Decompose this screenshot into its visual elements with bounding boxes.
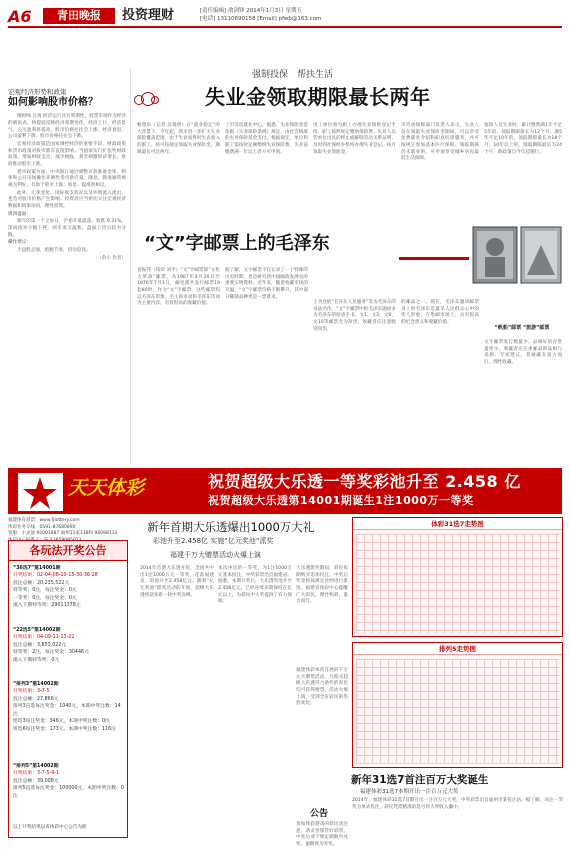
stamp-article-col-2: 据了解，文字邮票不仅记录了一个特殊的历史时期，也是研究新中国邮政发展史的重要实物资料。近年来，随着收藏市场的升温，“文”字邮票价格不断攀升，其中部分稀缺品种更是一票难求。	[225, 268, 308, 300]
stamp-headline: “文”字邮票上的毛泽东	[144, 233, 330, 254]
lottery-banner-title: 祝贺超级大乐透一等奖彩池升至 2.458 亿	[208, 472, 521, 491]
notice-title: 公告	[310, 809, 329, 819]
main-article-col-2: 了市劳动就业中心。据悉，失业保险金是依据《失业保险条例》规定，由社会统筹的失业保险基金支付。根据规定，单位和职工需按时足额缴纳失业保险费，失业前缴费满一年以上者方可申领。	[225, 123, 308, 155]
lottery-news-col-4: 福建体彩本次开展的千万元大赠票活动，凡购买超级大乐透符合条件的彩民均可获得赠票，活动火爆上演，受到全省彩民的热烈欢迎。	[296, 668, 348, 707]
draw-line: 排列3直选每注奖金：1040元，本期中奖注数：14注	[13, 704, 121, 717]
announcement-title: 各玩法开奖公告	[9, 541, 127, 561]
main-kicker: 强制投保 帮扶生活	[252, 70, 334, 80]
draw-line: 投注总额：20,235,522元	[13, 580, 70, 586]
chart-grid	[356, 659, 559, 764]
draw-line: 滚入下期特等奖：29011378元	[13, 603, 81, 609]
masthead-logo: 青田晚报	[43, 8, 115, 24]
paragraph: 新年的第一个交易日，沪指开低震荡，收跌 0.31%，深成指亦小幅下挫。两市成交温和，盘面上热点较为分散。	[8, 219, 126, 238]
stamp-article-col-4: 的邮品之一。现在，毛泽东题词邮票身上的毛泽东是最早人民群众心中的伟人形象，在集邮市场上，具有很高的纪念意义和收藏价值。	[401, 300, 479, 325]
lottery-brand: 天天体彩	[68, 477, 145, 499]
lottery-news-col-3: 大乐透派奖期间，彩民每期购买追加投注，中奖后奖金将按规定比例进行派送。福建省体彩中心提醒广大彩民，理性购彩，量力而行。	[296, 566, 348, 605]
draw-line: 特等奖：0注，每注奖金：0元	[13, 588, 77, 594]
paragraph: 小盘股走强，把握节奏，切勿追高。	[17, 247, 91, 253]
news2-subhead: 福建体彩31选7本期开出一注百万元大奖	[360, 789, 459, 795]
draw-section-pl5	[13, 763, 125, 800]
main-article-col-4: 市劳动保障部门负责人表示，失业人员在领取失业保险金期间，可以享受免费职业介绍和职业培训服务，并可按规定参加基本医疗保险。领取期满仍未就业的，可申请享受城乡居民最低生活保障。	[401, 123, 479, 162]
draw-name: “36选7”第14001期	[13, 566, 61, 571]
left-article	[8, 88, 126, 466]
draw-line: 特等奖：2注，每注奖金：30446元	[13, 650, 89, 656]
draw-announcement	[8, 540, 128, 838]
chart-title: 排列5走势图	[353, 643, 562, 655]
info-line: 客服：小灵通 95001887 福州11家118和 96098133	[8, 531, 118, 537]
left-article-body	[8, 114, 126, 262]
draw-line: 投注总额：27,866元	[13, 696, 59, 702]
draw-name: “22选5”第14002期	[13, 628, 61, 633]
paragraph: 理财师 吕勇 经济运行具有周期性，股票市场作为经济的晴雨表，将提前反映经济周期变化。经济上行，经济景气，公司盈利将提高，股市价格往往会上涨；经济衰退，公司盈利下降，股市价格往往会下跌。	[8, 114, 126, 140]
draw-line: 投注总额：39,008元	[13, 778, 59, 784]
notice-body: 参加体彩游戏的彩民请注意，请妥善保管好彩票，中奖后请于规定期限内兑奖，逾期视为弃奖。	[296, 822, 348, 847]
announcement-footer: 以上开奖结果以省体彩中心公告为准	[13, 825, 87, 830]
section-title: 投资理财	[122, 8, 175, 23]
header-meta	[200, 7, 321, 23]
lottery-news-col-2: 本次中出的一等奖，为1注1000万元基本投注，中奖彩票出自福建省。据悉，本期开奖后，大乐透奖池升至2.458亿元，已经连续多期保持在亿元以上，为彩民中大奖提供了有力保障。	[218, 566, 292, 605]
stamp-article-col-1: 袁振邦（钱荣 刘平）“文”字邮票即“文化大革命”邮票，从1967年4月20日至1970年7月1日，邮电部共发行邮票19套80枚，作为“文”字邮票，这些邮票均以毛泽东形象、毛主席语录和毛泽东诗词为主要内容，有着很高的收藏价值。	[137, 268, 220, 307]
draw-name: “排列3”第14002期	[13, 682, 59, 687]
draw-section-22x5	[13, 627, 125, 664]
byline: （余小 作者）	[96, 255, 126, 261]
draw-line: 投注总额：3,853,022元	[13, 642, 67, 648]
lottery-news-col-1: 2014年首期大乐透开奖，全国共中出1注1000万元一等奖，花落福建省，彩池升至2.458亿元。随着“亿元奖池”派奖活动的开展，超级大乐透将迎来新一轮中奖高峰。	[140, 566, 214, 598]
paragraph: 此外，汇率变化、国际收支状况以及外资流入流出，也会对股市价格产生影响。投资者应当密切关注宏观经济数据和政策动向，理性投资。	[8, 190, 126, 209]
main-article-col-1: 畅想乐（记者 吴倩倩）在“就业稳定”的大背景下，今年起，我市进一步扩大失业保险覆盖范围，由于失业而暂时失去收入的职工，将可按规定领取失业保险金，期限最长可达两年。	[137, 123, 220, 155]
lottery-news-headline: 新年首期大乐透爆出1000万大礼	[147, 520, 315, 534]
draw-line: 开奖结果：3-7-5-9-1	[13, 771, 60, 777]
lottery-news-subhead-1: 彩池升至2.458亿 实施“亿元奖池”派奖	[153, 537, 274, 545]
column-divider	[130, 68, 131, 464]
stamp-illustration	[395, 223, 565, 287]
draw-name: “排列5”第14002期	[13, 764, 59, 769]
draw-line: 开奖结果：3-7-5	[13, 689, 50, 695]
draw-line: 开奖结果：04-09-11-13-22	[13, 635, 75, 641]
draw-section-pl3	[13, 681, 125, 733]
draw-line: 开奖结果：02-04-08-10-15-30-36 28	[13, 573, 98, 579]
left-article-kicker: 宏观经济形势和政策	[8, 88, 67, 96]
paragraph: 货币政策方面，中央银行通过调整存款准备金率、利率和公开市场操作来调控货币供应量。降息、降准通常被视为利好，有助于股市上涨；加息、提准则相反。	[8, 169, 126, 188]
lottery-news-subhead-2: 福建千万大赠票活动火爆上演	[170, 551, 261, 559]
paragraph: 宏观经济政策是国家调控经济的重要手段，财政政策和货币政策对股市都有直接影响。当国家实行扩张性财政政策，增加财政支出，减少税收，将会刺激经济增长，进而推动股市上涨。	[8, 142, 126, 168]
left-article-title: 如何影响股市价格？	[8, 97, 98, 109]
info-line: 福建体育彩票：www.fjlottery.com	[8, 518, 80, 523]
news2-body: 2014年，福建体彩31选7首期开出一注百万元大奖，中奖彩票出自福州市某投注站。据了解，该注一等奖为单式投注，彩民凭借精准的选号将大奖收入囊中。	[352, 798, 563, 810]
page-header	[8, 6, 562, 28]
main-article-col-3: 用工单位须为职工办理失业保险登记手续，职工按照规定缴纳保险费。失业人员凭单位出具的终止或解除劳动关系证明，及时到社保经办机构办理失业登记，按月领取失业保险金。	[313, 123, 396, 155]
lottery-banner	[8, 468, 562, 514]
stamp-article-col-5: 文字邮票发行数量少、品相好的存世量更少，收藏者应注重邮品的品相与来源。专家建议，普通藏友量力而行，理性收藏。	[484, 340, 562, 365]
draw-section-36x7	[13, 565, 125, 610]
photo-caption: “帆船”邮票 “旅游”邮票	[494, 325, 550, 331]
main-headline: 失业金领取期限最长两年	[205, 85, 431, 109]
lottery-logo-icon	[18, 473, 63, 511]
paragraph: 周四盘面：	[8, 211, 31, 217]
lottery-banner-subtitle: 祝贺超级大乐透第14001期诞生1注1000万一等奖	[208, 494, 474, 507]
paragraph: 操作建议：	[8, 240, 31, 246]
main-article-col-5: 参保人员失业时，累计缴费满1年不足5年的，领取期限最长为12个月；满5年不足10年的，领取期限最长为18个月；10年以上的，领取期限最长为24个月，新政策自今年起施行。	[484, 123, 562, 155]
draw-line: 滚入下期特等奖：0元	[13, 657, 60, 663]
contact-line: [电话] 13110690158 [Email] pfwb@163.com	[200, 16, 322, 22]
trend-chart-31x7	[352, 517, 563, 637]
draw-line: 组选3每注奖金：346元，本期中奖注数：0注	[13, 719, 110, 725]
editor-line: [责任编辑] 俞剑锋 2014年1月3日 星期五	[200, 8, 303, 14]
draw-line: 组选6每注奖金：173元，本期中奖注数：116注	[13, 726, 116, 732]
trend-chart-pl5	[352, 642, 563, 768]
stamp-article-col-3: 上刊登的“毛泽东人民服务”等为毛泽东的书法名作。“文”字邮票中的毛泽东题词多为毛泽东的原迹手书。文1、文2、文6、文10等邮票尤为珍贵，收藏者应注意甄别真伪。	[313, 300, 396, 332]
draw-line: 排列5直选每注奖金：100000元，本期中奖注数：0注	[13, 786, 124, 799]
info-line: 体彩业务专线：0591-87680890	[8, 524, 76, 530]
page-number: A6	[8, 7, 32, 26]
chart-grid	[356, 534, 559, 633]
chart-title: 体彩31选7走势图	[353, 518, 562, 530]
draw-line: 一等奖：0注，每注奖金：0元	[13, 595, 77, 601]
news2-headline: 新年31选7首注百万大奖诞生	[351, 774, 489, 786]
decorative-ornament-icon	[134, 92, 174, 106]
